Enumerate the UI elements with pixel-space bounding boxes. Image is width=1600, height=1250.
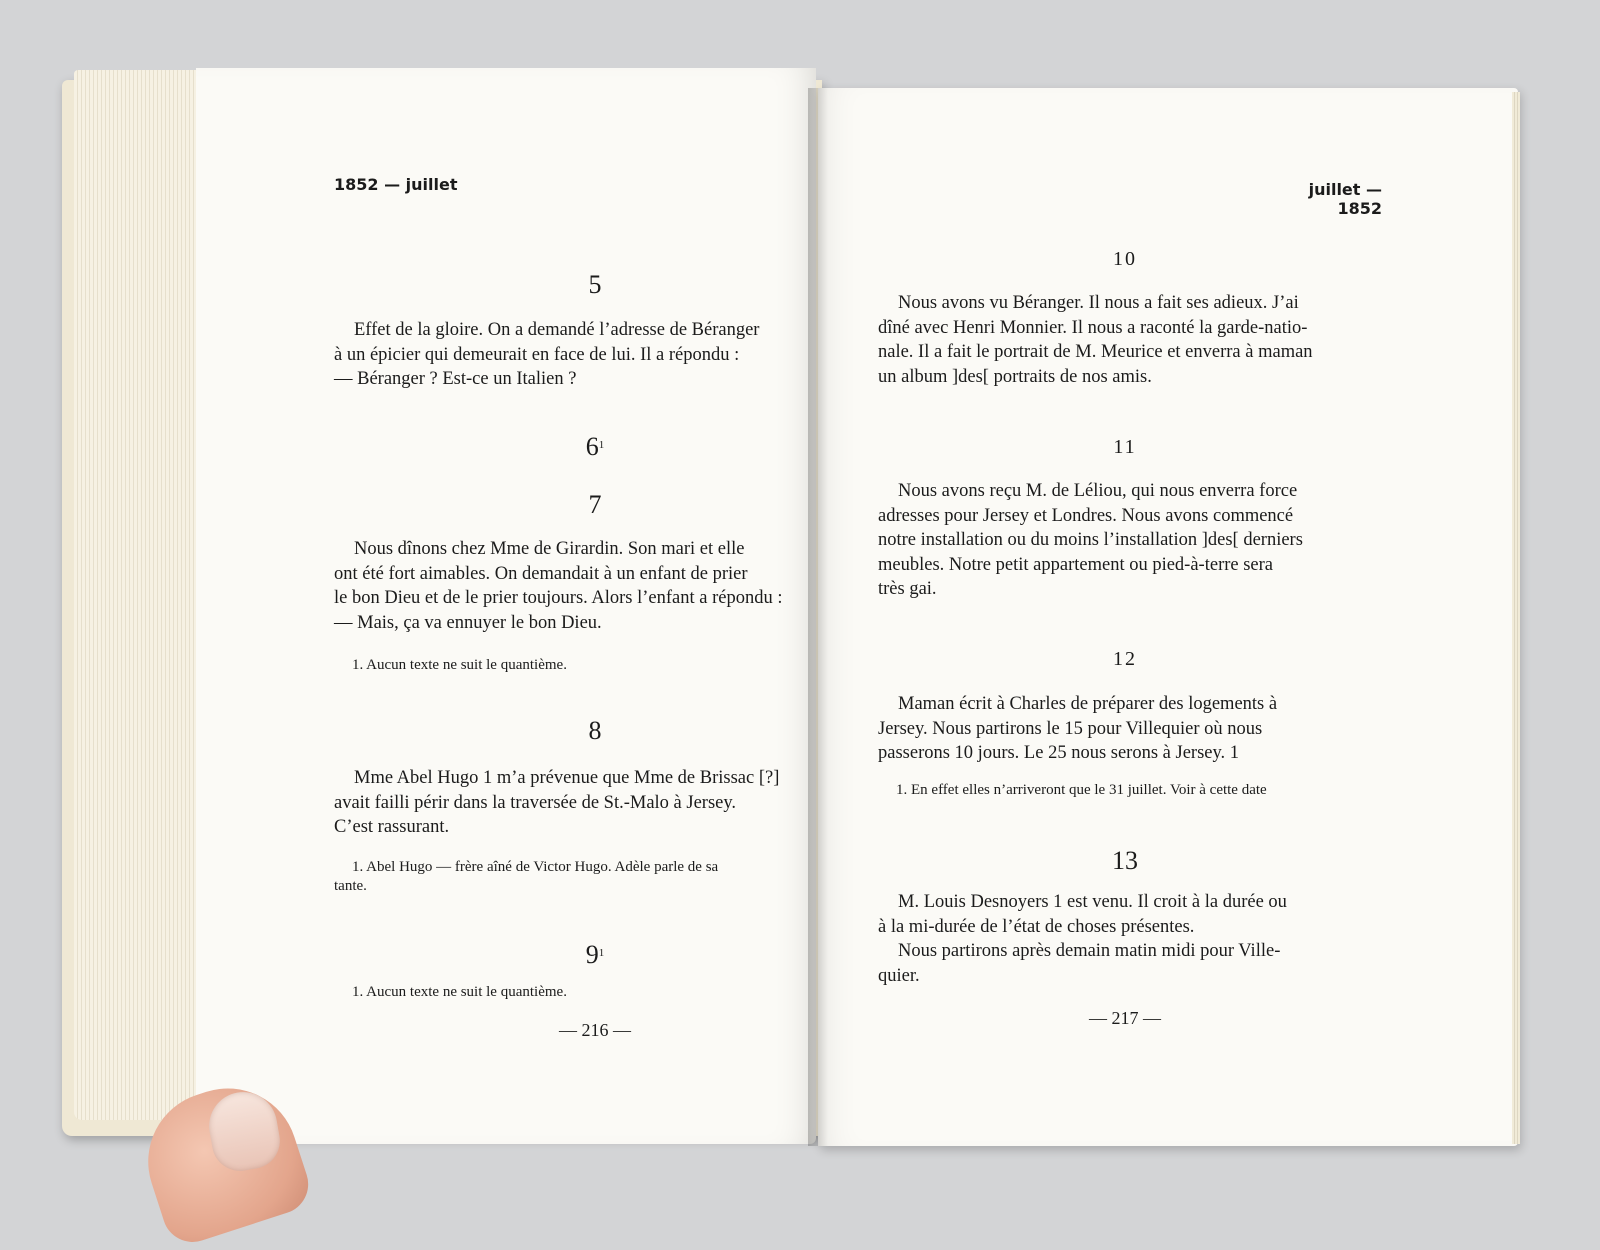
- text-line: nale. Il a fait le portrait de M. Meurice et enverra à maman: [878, 342, 1313, 362]
- line-text: Mme Abel Hugo 1 m’a prévenue que Mme de Brissac [?]: [354, 768, 780, 788]
- text-line: Jersey. Nous partirons le 15 pour Villequier où nous: [878, 718, 1263, 739]
- entry-number-7: 7: [588, 490, 602, 519]
- entry-number-10: 10: [1113, 248, 1137, 270]
- right-page-edge: [1512, 92, 1520, 1144]
- text-line: [878, 291, 1382, 316]
- entry-13-text: [878, 890, 1382, 988]
- footnote-entry-6: 1. Aucun texte ne suit le quantième.: [352, 657, 567, 673]
- entry-7-text: [334, 537, 812, 635]
- text-line: adresses pour Jersey et Londres. Nous avons commencé: [878, 505, 1294, 526]
- text-line: — Béranger ? Est-ce un Italien ?: [334, 369, 577, 389]
- text-line: passerons 10 jours. Le 25 nous serons à Jersey. 1: [878, 743, 1240, 763]
- footnote-marker: 1: [598, 439, 605, 451]
- entry-number-9: [560, 940, 630, 970]
- line-text: Nous dînons chez Mme de Girardin. Son mari et elle: [354, 539, 745, 559]
- text-line: à un épicier qui demeurait en face de lui. Il a répondu :: [334, 344, 740, 365]
- text-line: — Mais, ça va ennuyer le bon Dieu.: [334, 612, 602, 633]
- text-line: dîné avec Henri Monnier. Il nous a raconté la garde-natio-: [878, 317, 1308, 338]
- note-line: [334, 858, 812, 877]
- note-text: 1. Abel Hugo — frère aîné de Victor Hugo. Adèle parle de sa: [352, 859, 719, 875]
- entry-5-text: [334, 318, 812, 392]
- entry-number-8: 8: [588, 716, 602, 745]
- entry-12-text: [878, 692, 1382, 766]
- entry-number-6: [560, 432, 630, 462]
- text-line: à la mi-durée de l’état de choses présentes.: [878, 916, 1195, 937]
- footnote-entry-12: 1. En effet elles n’arriveront que le 31 juillet. Voir à cette date: [896, 782, 1267, 798]
- line-text: Nous avons vu Béranger. Il nous a fait ses adieux. J’ai: [898, 293, 1299, 313]
- entry-10-text: [878, 291, 1382, 389]
- text-line: [878, 692, 1382, 717]
- entry-number-13: 13: [1112, 846, 1138, 875]
- entry-number-12: 12: [1113, 648, 1137, 670]
- page-number-217: — 217 —: [1089, 1008, 1161, 1028]
- text-line: [334, 318, 812, 343]
- text-line: un album ]des[ portraits de nos amis.: [878, 366, 1152, 387]
- page-number-216: — 216 —: [559, 1020, 631, 1040]
- text-line: [878, 939, 1382, 964]
- entry-11-text: [878, 479, 1382, 602]
- line-text: Nous avons reçu M. de Léliou, qui nous enverra force: [898, 481, 1298, 501]
- footnote-marker: 1: [598, 947, 605, 959]
- text-line: avait failli périr dans la traversée de St.-Malo à Jersey.: [334, 792, 737, 813]
- line-text: Nous partirons après demain matin midi pour Ville-: [898, 941, 1281, 961]
- line-text: Maman écrit à Charles de préparer des logements à: [898, 694, 1278, 714]
- running-head-left: 1852 — juillet: [334, 175, 458, 194]
- entry-8-text: [334, 766, 812, 840]
- footnote-entry-9: 1. Aucun texte ne suit le quantième.: [352, 984, 567, 1000]
- line-text: Effet de la gloire. On a demandé l’adresse de Béranger: [354, 320, 760, 340]
- text-line: très gai.: [878, 579, 937, 599]
- text-line: quier.: [878, 965, 920, 986]
- note-line: tante.: [334, 878, 367, 894]
- text-line: [334, 766, 812, 791]
- text-line: [878, 479, 1382, 504]
- text-line: [334, 537, 812, 562]
- entry-number-text: 9: [585, 940, 599, 969]
- entry-number-text: 6: [585, 432, 599, 461]
- text-line: le bon Dieu et de le prier toujours. Alors l’enfant a répondu :: [334, 588, 783, 608]
- running-head-right: juillet — 1852: [1308, 180, 1382, 218]
- entry-number-11: 11: [1113, 436, 1137, 458]
- text-line: ont été fort aimables. On demandait à un enfant de prier: [334, 563, 748, 584]
- text-line: C’est rassurant.: [334, 817, 450, 837]
- text-line: meubles. Notre petit appartement ou pied-à-terre sera: [878, 554, 1274, 575]
- line-text: M. Louis Desnoyers 1 est venu. Il croit à la durée ou: [898, 892, 1287, 912]
- text-line: notre installation ou du moins l’installation ]des[ derniers: [878, 530, 1303, 550]
- text-line: [878, 890, 1382, 915]
- entry-number-5: 5: [588, 270, 602, 299]
- footnote-entry-8: [334, 858, 812, 896]
